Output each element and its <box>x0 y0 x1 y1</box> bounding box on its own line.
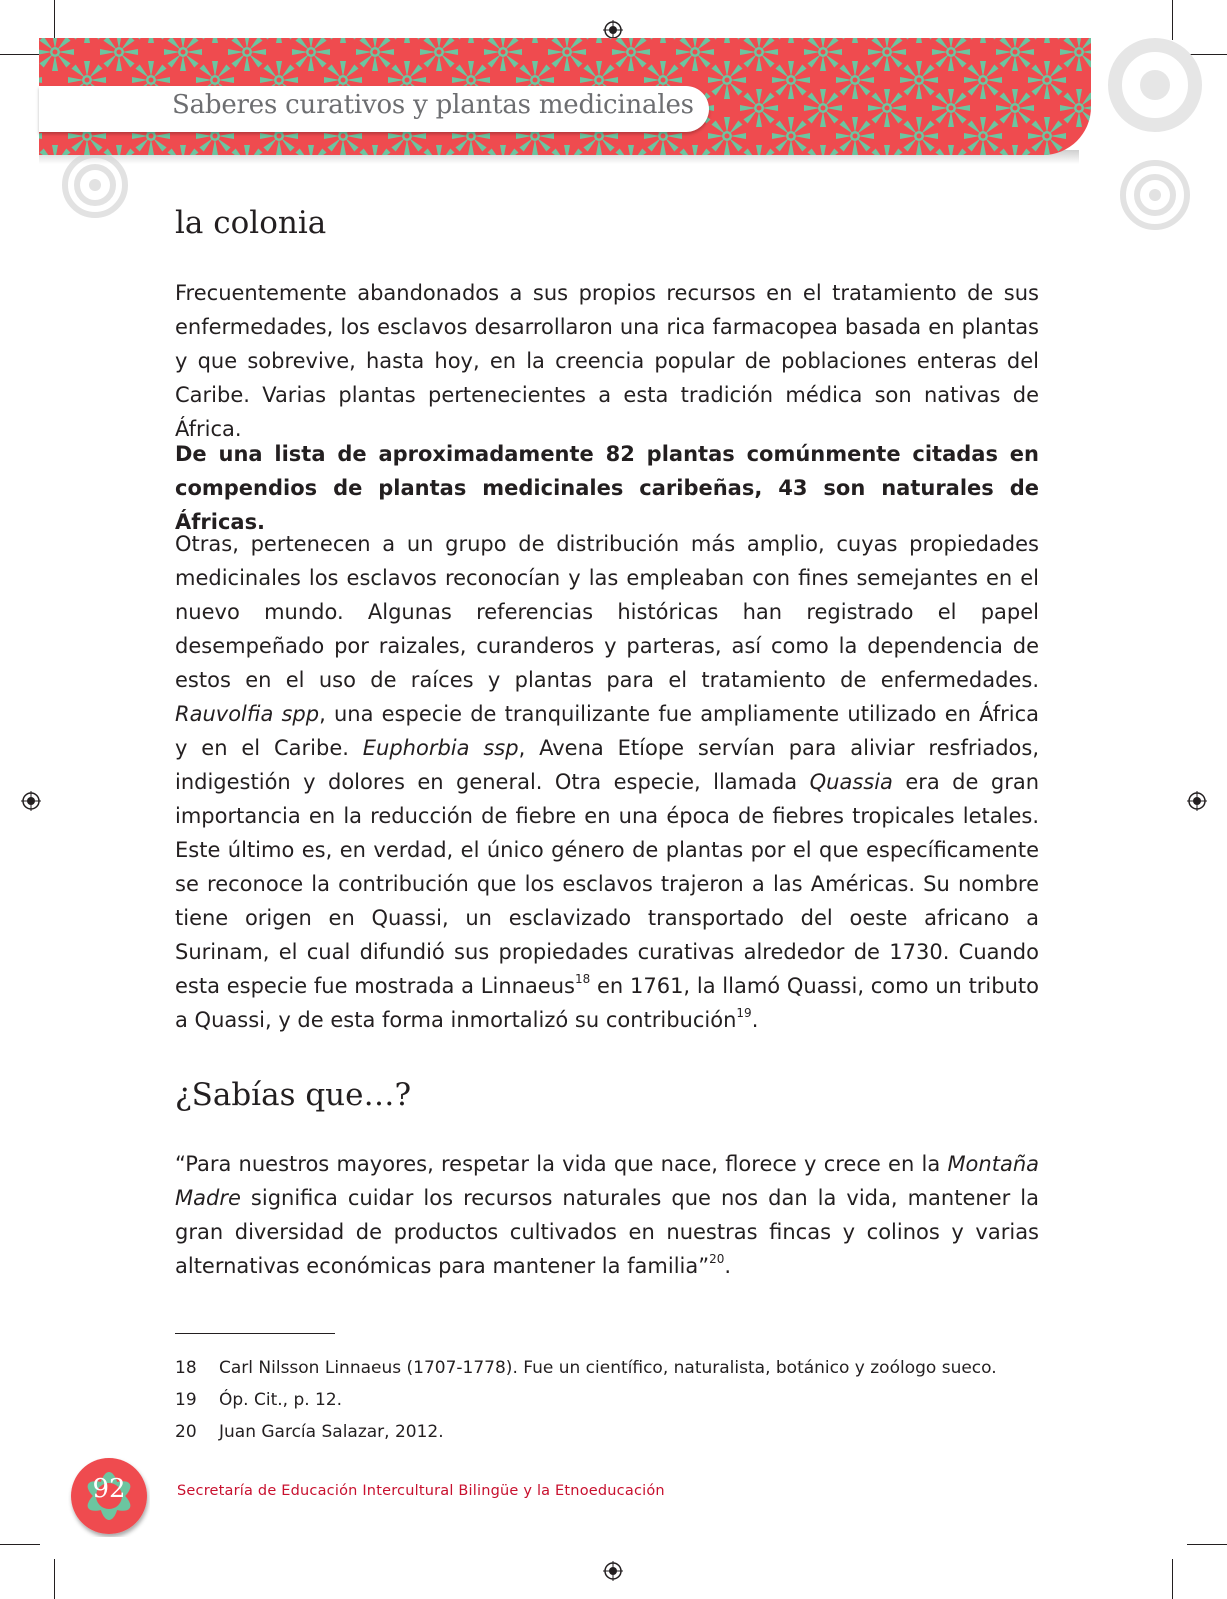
text-run: “Para nuestros mayores, respetar la vida que nace, florece y crece en la <box>175 1152 948 1176</box>
paragraph <box>175 527 1039 1037</box>
registration-mark-icon <box>21 791 41 811</box>
species-name: Rauvolfia spp <box>175 702 320 726</box>
text-run: , una especie de tranquilizante fue ampliamente utilizado en África y en el Caribe. <box>175 702 1040 760</box>
text-run: . <box>724 1254 732 1278</box>
swirl-ornament-icon <box>1110 150 1190 240</box>
footnote-number: 18 <box>175 1358 197 1378</box>
section-heading: la colonia <box>175 205 327 241</box>
text-run: en 1761, la llamó Quassi, como un tributo a Quassi, y de esta forma inmortalizó su contribución <box>175 974 1039 1032</box>
quote-paragraph <box>175 1147 1039 1283</box>
species-name: Quassia <box>809 770 893 794</box>
footnote-number: 20 <box>175 1422 197 1442</box>
section-heading: ¿Sabías que…? <box>175 1077 412 1113</box>
footnote-text: Juan García Salazar, 2012. <box>219 1422 444 1442</box>
text-run: era de gran importancia en la reducción de fiebre en una época de fiebres tropicales letales. Este último es, en verdad, el único género de plantas por el que específicamente se reconoce la contribución que los esclavos trajeron a las Américas. Su nombre tiene origen en Quassi, un esclavizado transportado del oeste africano a Surinam, el cual difundió sus propiedades curativas alrededor de 1730. Cuando esta especie fue mostrada a Linnaeus <box>175 770 1040 998</box>
swirl-ornament-icon <box>1100 30 1210 150</box>
footnote <box>175 1390 342 1410</box>
paragraph-bold: De una lista de aproximadamente 82 plantas comúnmente citadas en compendios de plantas medicinales caribeñas, 43 son naturales de Áfricas. <box>175 442 1039 534</box>
text-run: significa cuidar los recursos naturales que nos dan la vida, mantener la gran diversidad de productos cultivados en nuestras fincas y colinos y varias alternativas económicas para mantener la familia” <box>175 1186 1039 1278</box>
footnote-text: Carl Nilsson Linnaeus (1707-1778). Fue un científico, naturalista, botánico y zoólogo sueco. <box>219 1358 997 1378</box>
footnote-rule <box>175 1333 335 1334</box>
registration-mark-icon <box>603 1561 623 1581</box>
crop-mark <box>54 1559 55 1599</box>
registration-mark-icon <box>603 20 623 40</box>
footnote-ref: 19 <box>736 1006 752 1020</box>
footnote-ref: 18 <box>574 972 591 986</box>
crop-mark <box>0 1544 40 1545</box>
text-run: . <box>751 1008 759 1032</box>
footnote-ref: 20 <box>709 1252 725 1266</box>
species-name: Euphorbia ssp <box>362 736 519 760</box>
crop-mark <box>0 54 40 55</box>
footnote-text: Óp. Cit., p. 12. <box>219 1390 343 1410</box>
footnote <box>175 1358 997 1378</box>
page-number: 92 <box>92 1474 126 1504</box>
footnote <box>175 1422 444 1442</box>
registration-mark-icon <box>1187 791 1207 811</box>
text-run: , Avena Etíope servían para aliviar resfriados, indigestión y dolores en general. Otra especie, llamada <box>175 736 1039 794</box>
crop-mark <box>1187 1544 1227 1545</box>
crop-mark <box>1172 1559 1173 1599</box>
place-name: Montaña Madre <box>175 1152 1039 1210</box>
footnote-number: 19 <box>175 1390 197 1410</box>
footer-text: Secretaría de Educación Intercultural Bilingüe y la Etnoeducación <box>177 1483 665 1499</box>
header-title: Saberes curativos y plantas medicinales <box>172 90 694 120</box>
paragraph: Frecuentemente abandonados a sus propios recursos en el tratamiento de sus enfermedades, los esclavos desarrollaron una rica farmacopea basada en plantas y que sobrevive, hasta hoy, en la creencia popular de poblaciones enteras del Caribe. Varias plantas pertenecientes a esta tradición médica son nativas de África. <box>175 281 1039 441</box>
text-run: Otras, pertenecen a un grupo de distribución más amplio, cuyas propiedades medicinales los esclavos reconocían y las empleaban con fines semejantes en el nuevo mundo. Algunas referencias históricas han registrado el papel desempeñado por raizales, curanderos y parteras, así como la dependencia de estos en el uso de raíces y plantas para el tratamiento de enfermedades. <box>175 532 1039 692</box>
crop-mark <box>54 0 55 40</box>
